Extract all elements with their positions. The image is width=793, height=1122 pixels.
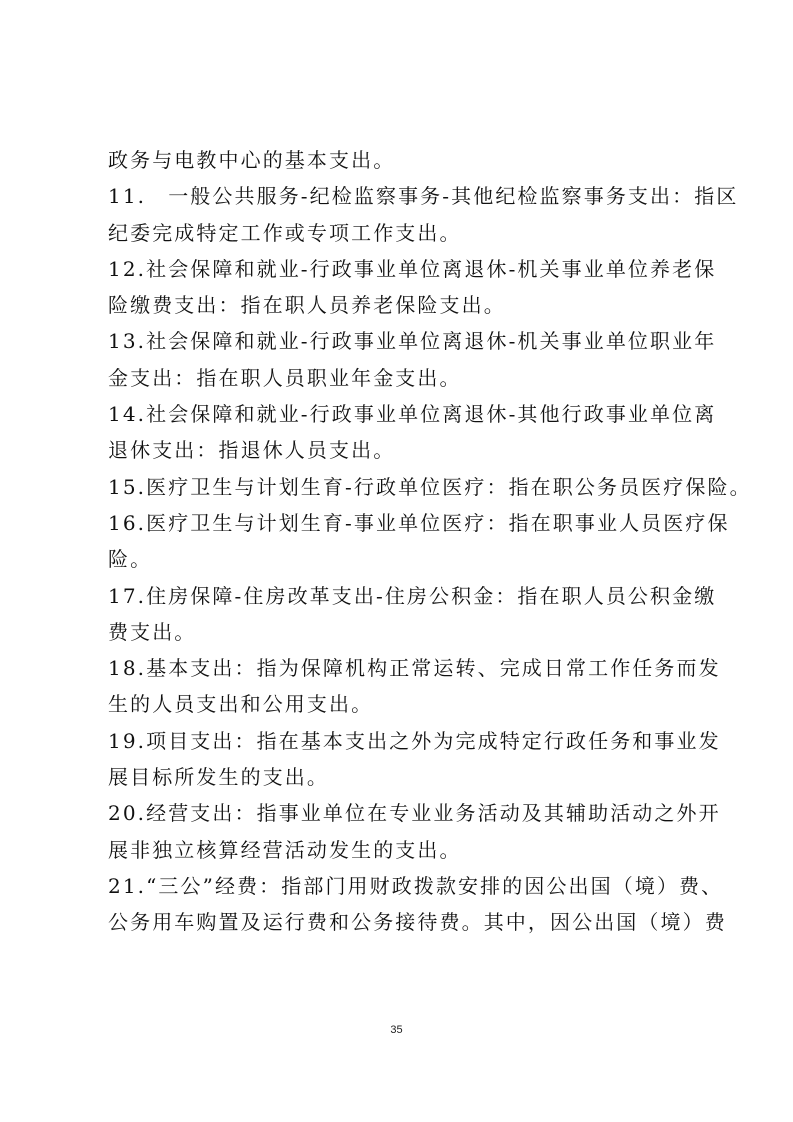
page-number: 35 <box>390 1024 403 1036</box>
text-line: 18.基本支出：指为保障机构正常运转、完成日常工作任务而发 <box>108 656 721 681</box>
text-line: 费支出。 <box>108 619 197 644</box>
document-body <box>108 142 752 941</box>
text-line: 生的人员支出和公用支出。 <box>108 692 374 717</box>
text-line: 金支出：指在职人员职业年金支出。 <box>108 365 462 390</box>
text-line: 17.住房保障-住房改革支出-住房公积金：指在职人员公积金缴 <box>108 583 717 608</box>
text-line: 展目标所发生的支出。 <box>108 765 329 790</box>
text-line: 16.医疗卫生与计划生育-事业单位医疗：指在职事业人员医疗保 <box>108 510 730 535</box>
text-line: 12.社会保障和就业-行政事业单位离退休-机关事业单位养老保 <box>108 256 717 281</box>
text-line: 退休支出：指退休人员支出。 <box>108 438 396 463</box>
text-line: 13.社会保障和就业-行政事业单位离退休-机关事业单位职业年 <box>108 329 717 354</box>
text-line: 政务与电教中心的基本支出。 <box>108 148 396 172</box>
text-line: 公务用车购置及运行费和公务接待费。其中，因公出国（境）费 <box>108 910 727 935</box>
text-line: 15.医疗卫生与计划生育-行政单位医疗：指在职公务员医疗保险。 <box>108 474 752 499</box>
text-line: 险。 <box>108 547 153 572</box>
text-line: 11. 一般公共服务-纪检监察事务-其他纪检监察事务支出：指区 <box>108 184 739 209</box>
text-line: 展非独立核算经营活动发生的支出。 <box>108 837 462 862</box>
text-line: 21.“三公”经费：指部门用财政拨款安排的因公出国（境）费、 <box>108 873 724 898</box>
text-line: 纪委完成特定工作或专项工作支出。 <box>108 220 462 245</box>
text-line: 险缴费支出：指在职人员养老保险支出。 <box>108 293 506 318</box>
text-line: 14.社会保障和就业-行政事业单位离退休-其他行政事业单位离 <box>108 402 717 427</box>
text-line: 20.经营支出：指事业单位在专业业务活动及其辅助活动之外开 <box>108 801 721 826</box>
text-line: 19.项目支出：指在基本支出之外为完成特定行政任务和事业发 <box>108 728 721 753</box>
